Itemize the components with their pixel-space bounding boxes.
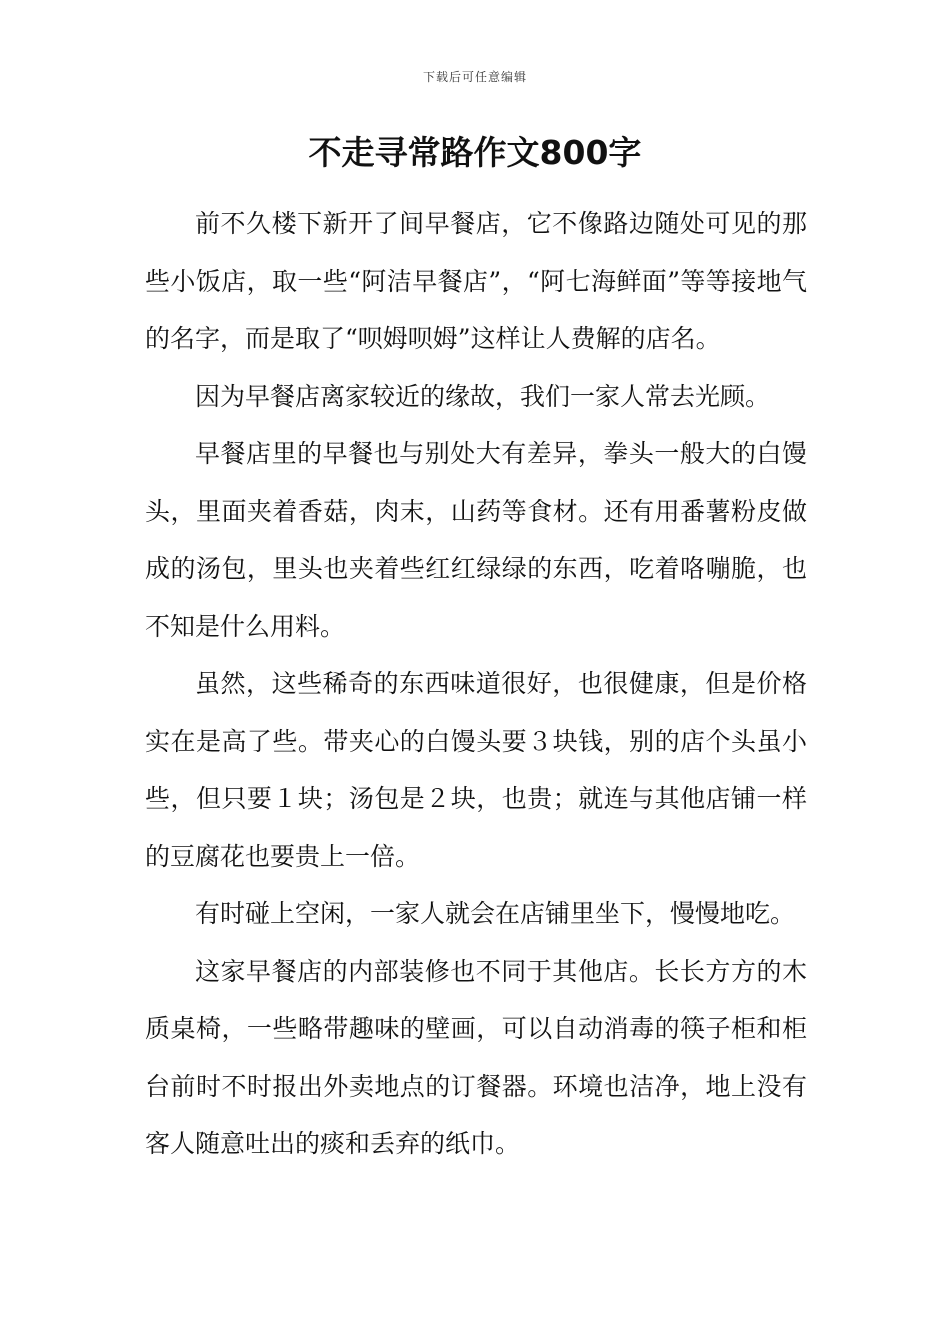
paragraph: 这家早餐店的内部装修也不同于其他店。长长方方的木质桌椅，一些略带趣味的壁画，可以自动消毒的筷子柜和柜台前时不时报出外卖地点的订餐器。环境也洁净，地上没有客人随意吐出的痰和丢弃的纸巾。 (145, 956, 807, 1158)
header-note: 下载后可任意编辑 (422, 70, 527, 84)
document-title: 不走寻常路作文800字 (308, 133, 642, 172)
paragraph: 虽然，这些稀奇的东西味道很好，也很健康，但是价格实在是高了些。带夹心的白馒头要３块钱，别的店个头虽小些，但只要１块；汤包是２块，也贵；就连与其他店铺一样的豆腐花也要贵上一倍。 (145, 669, 807, 871)
paragraph: 有时碰上空闲，一家人就会在店铺里坐下，慢慢地吃。 (195, 899, 796, 928)
paragraph: 早餐店里的早餐也与别处大有差异，拳头一般大的白馒头，里面夹着香菇，肉末，山药等食材。还有用番薯粉皮做成的汤包，里头也夹着些红红绿绿的东西，吃着咯嘣脆，也不知是什么用料。 (145, 439, 807, 641)
paragraph: 因为早餐店离家较近的缘故，我们一家人常去光顾。 (195, 381, 771, 411)
document-body (145, 195, 807, 1173)
paragraph: 前不久楼下新开了间早餐店，它不像路边随处可见的那些小饭店，取一些“阿洁早餐店”，“阿七海鲜面”等等接地气的名字，而是取了“呗姆呗姆”这样让人费解的店名。 (145, 209, 807, 353)
